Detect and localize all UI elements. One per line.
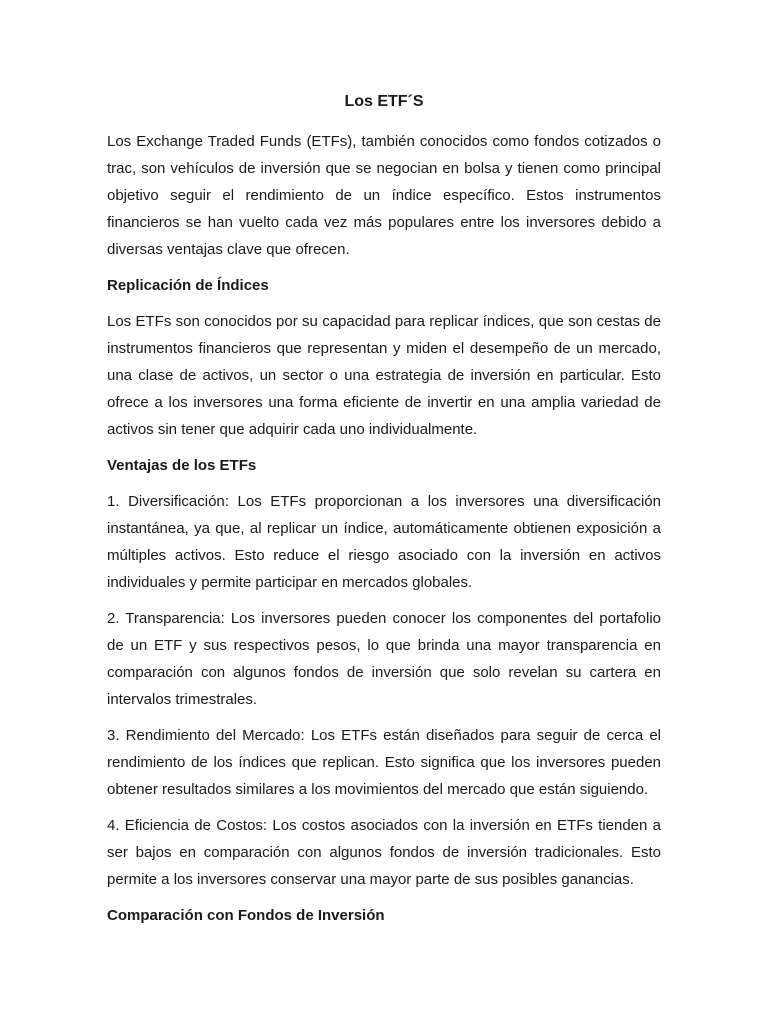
section-heading-replicacion: Replicación de Índices bbox=[107, 277, 269, 294]
section-heading-comparacion: Comparación con Fondos de Inversión bbox=[107, 907, 385, 924]
intro-paragraph: Los Exchange Traded Funds (ETFs), también conocidos como fondos cotizados o trac, son vehículos de inversión que se negocian en bolsa y tienen como principal objetivo seguir el rendimiento de un índice específico. Estos instrumentos financieros se han vuelto cada vez más populares entre los inversores debido a diversas ventajas clave que ofrecen. bbox=[107, 133, 661, 258]
ventaja-transparencia: 2. Transparencia: Los inversores pueden conocer los componentes del portafolio de un ETF y sus respectivos pesos, lo que brinda una mayor transparencia en comparación con algunos fondos de inversión que solo revelan su cartera en intervalos trimestrales. bbox=[107, 610, 661, 708]
ventaja-rendimiento: 3. Rendimiento del Mercado: Los ETFs están diseñados para seguir de cerca el rendimiento de los índices que replican. Esto significa que los inversores pueden obtener resultados similares a los movimientos del mercado que están siguiendo. bbox=[107, 727, 661, 798]
ventaja-diversificacion: 1. Diversificación: Los ETFs proporcionan a los inversores una diversificación instantánea, ya que, al replicar un índice, automáticamente obtienen exposición a múltiples activos. Esto reduce el riesgo asociado con la inversión en activos individuales y permite participar en mercados globales. bbox=[107, 493, 661, 591]
section-heading-ventajas: Ventajas de los ETFs bbox=[107, 457, 257, 474]
replicacion-paragraph: Los ETFs son conocidos por su capacidad para replicar índices, que son cestas de instrumentos financieros que representan y miden el desempeño de un mercado, una clase de activos, un sector o una estrategia de inversión en particular. Esto ofrece a los inversores una forma eficiente de invertir en una amplia variedad de activos sin tener que adquirir cada uno individualmente. bbox=[107, 313, 661, 438]
ventaja-costos: 4. Eficiencia de Costos: Los costos asociados con la inversión en ETFs tienden a ser bajos en comparación con algunos fondos de inversión tradicionales. Esto permite a los inversores conservar una mayor parte de sus posibles ganancias. bbox=[107, 817, 661, 888]
document-title: Los ETF´S bbox=[344, 93, 424, 110]
